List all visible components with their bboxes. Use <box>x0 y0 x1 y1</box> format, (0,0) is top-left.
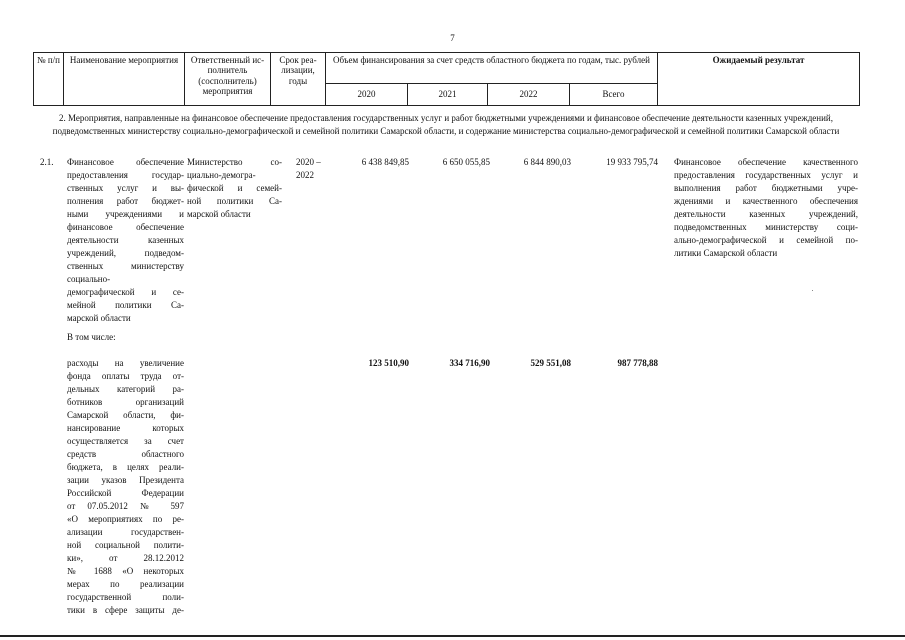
subrow-name-line: государственной поли- <box>67 592 184 602</box>
subrow-name-line: ной социальной полити- <box>67 540 184 550</box>
row-name-line: ственных услуг и вы- <box>67 183 184 193</box>
row-name-line: демографической и се- <box>67 287 184 297</box>
in-that-number-label: В том числе: <box>67 332 116 342</box>
subrow-name-line: дельных категорий ра- <box>67 384 184 394</box>
header-col-result: Ожидаемый результат <box>658 53 860 106</box>
subrow-value-total: 987 778,88 <box>617 358 658 368</box>
row-executor <box>187 156 282 221</box>
row-name-line: предоставления государ- <box>67 170 184 180</box>
row-term <box>296 156 328 182</box>
header-col-name: Наименование мероприятия <box>64 53 185 106</box>
row-executor-line: Министерство со- <box>187 157 282 167</box>
row-executor-line: фической и семей- <box>187 183 282 193</box>
subrow-name-line: Российской Федерации <box>67 488 184 498</box>
row-value-2020: 6 438 849,85 <box>361 157 409 167</box>
row-name-line: мейной политики Са- <box>67 300 184 310</box>
row-result <box>674 156 858 260</box>
header-year-2022: 2022 <box>488 83 570 105</box>
subrow-name-line: ки», от 28.12.2012 <box>67 553 184 563</box>
page-bottom-edge <box>0 635 905 637</box>
subrow-name-line: фонда оплаты труда от- <box>67 371 184 381</box>
row-executor-line: циально-демогра- <box>187 170 256 180</box>
subrow-value-2022: 529 551,08 <box>530 358 571 368</box>
row-name-line: учреждений, подведом- <box>67 248 184 258</box>
header-year-2020: 2020 <box>326 83 408 105</box>
subrow-name-line: ализации государствен- <box>67 527 184 537</box>
header-col-financing: Объем финансирования за счет средств областного бюджета по годам, тыс. рублей <box>326 53 658 84</box>
row-name-line: ными учреждениями и <box>67 209 184 219</box>
subrow-name-line: нансирование которых <box>67 423 184 433</box>
subrow-name-line: осуществляется за счет <box>67 436 184 446</box>
row-result-line: предоставления государственных услуг и <box>674 170 858 180</box>
row-name-line: марской области <box>67 313 131 323</box>
row-result-line: выполнения работ бюджетными учре- <box>674 183 858 193</box>
scan-speck <box>812 290 813 291</box>
row-result-line: Финансовое обеспечение качественного <box>674 157 858 167</box>
subrow-name-line: тики в сфере защиты де- <box>67 605 184 615</box>
subrow-name <box>67 357 184 617</box>
subrow-name-line: мерах по реализации <box>67 579 184 589</box>
row-name-line: деятельности казенных <box>67 235 184 245</box>
row-result-line: ально-демографической и семейной по- <box>674 235 858 245</box>
row-result-line: литики Самарской области <box>674 248 778 258</box>
subrow-value-2021: 334 716,90 <box>449 358 490 368</box>
row-value-2021: 6 650 055,85 <box>442 157 490 167</box>
header-col-number: № п/п <box>34 53 64 106</box>
row-name-line: финансовое обеспечение <box>67 222 184 232</box>
row-name-line: ственных министерству <box>67 261 184 271</box>
row-result-line: ждениями и качественного обеспечения <box>674 196 858 206</box>
row-name-line: полнения работ бюджет- <box>67 196 184 206</box>
section-title: 2. Мероприятия, направленные на финансовое обеспечение предоставления государственных услуг и работ бюджетными учреждениями и финансовое обеспечение деятельности казенных учреждений, подведомственных министерству социально-демографической и семейной политики Самарской области, и содержание министерства социально-демографической и семейной политики Самарской области <box>52 113 840 136</box>
subrow-name-line: средств областного <box>67 449 184 459</box>
row-executor-line: ной политики Са- <box>187 196 282 206</box>
header-col-executor: Ответственный ис-полнитель (сосполнитель) мероприятия <box>185 53 271 106</box>
subrow-name-line: от 07.05.2012 № 597 <box>67 501 184 511</box>
row-executor-line: марской области <box>187 209 251 219</box>
subrow-name-line: «О мероприятиях по ре- <box>67 514 184 524</box>
subrow-name-line: зации указов Президента <box>67 475 184 485</box>
table-header <box>33 52 860 106</box>
row-name-line: социально- <box>67 274 111 284</box>
header-year-2021: 2021 <box>408 83 488 105</box>
subrow-name-line: Самарской области, фи- <box>67 410 184 420</box>
row-name-line: Финансовое обеспечение <box>67 157 184 167</box>
subrow-name-line: бюджета, в целях реали- <box>67 462 184 472</box>
row-result-line: деятельности казенных учреждений, <box>674 209 858 219</box>
row-name <box>67 156 184 325</box>
header-year-total: Всего <box>570 83 658 105</box>
subrow-name-line: ботников организаций <box>67 397 184 407</box>
row-term-line: 2020 – <box>296 157 321 167</box>
subrow-name-line: № 1688 «О некоторых <box>67 566 184 576</box>
subrow-value-2020: 123 510,90 <box>368 358 409 368</box>
row-result-line: подведомственных министерству соци- <box>674 222 858 232</box>
row-value-2022: 6 844 890,03 <box>523 157 571 167</box>
row-term-line: 2022 <box>296 170 314 180</box>
row-number: 2.1. <box>40 157 54 167</box>
row-value-total: 19 933 795,74 <box>606 157 658 167</box>
header-col-term: Срок реа-лизации, годы <box>271 53 326 106</box>
subrow-name-line: расходы на увеличение <box>67 358 184 368</box>
page-number: 7 <box>450 33 455 43</box>
